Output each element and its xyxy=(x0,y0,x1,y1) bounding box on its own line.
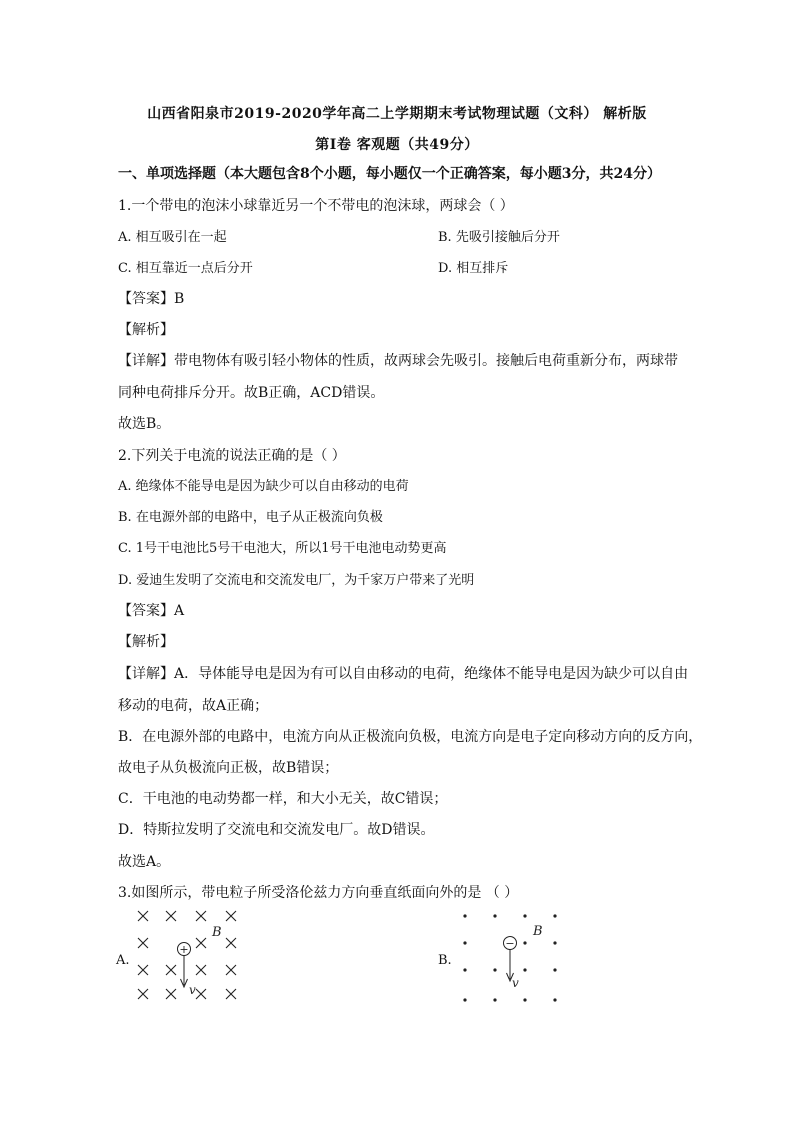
question-1-analysis-label: 【解析】 xyxy=(118,322,174,338)
question-3-option-a-label: A. xyxy=(116,953,130,968)
velocity-label: v xyxy=(512,976,519,990)
field-label: B xyxy=(533,924,543,939)
question-1-option-d: D. 相互排斥 xyxy=(438,261,509,276)
question-2-detail-line-4: 故电子从负极流向正极，故B错误； xyxy=(118,760,339,776)
question-1-conclusion: 故选B。 xyxy=(118,416,171,432)
velocity-label: v xyxy=(189,983,196,997)
question-1-option-b: B. 先吸引接触后分开 xyxy=(438,230,560,245)
question-2-detail-line-5: C．干电池的电动势都一样，和大小无关，故C错误； xyxy=(118,791,448,807)
question-2-detail-line-6: D．特斯拉发明了交流电和交流发电厂。故D错误。 xyxy=(118,822,435,838)
question-2-detail-line-1: 【详解】A．导体能导电是因为有可以自由移动的电荷，绝缘体不能导电是因为缺少可以自由 xyxy=(118,666,689,682)
question-2-stem: 2.下列关于电流的说法正确的是（ ） xyxy=(118,448,346,464)
question-2-option-d: D. 爱迪生发明了交流电和交流发电厂，为千家万户带来了光明 xyxy=(118,573,475,588)
question-3-stem: 3.如图所示，带电粒子所受洛伦兹力方向垂直纸面向外的是 （ ） xyxy=(118,885,519,901)
question-1-detail-line-2: 同种电荷排斥分开。故B正确，ACD错误。 xyxy=(118,385,385,401)
section-heading: 一、单项选择题（本大题包含8个小题，每小题仅一个正确答案，每小题3分，共24分） xyxy=(118,166,661,182)
question-2-detail-line-2: 移动的电荷，故A正确； xyxy=(118,698,269,714)
question-2-conclusion: 故选A。 xyxy=(118,854,171,870)
question-1-answer: 【答案】B xyxy=(118,291,185,307)
question-2-option-c: C. 1号干电池比5号干电池大，所以1号干电池电动势更高 xyxy=(118,541,447,556)
option-b-magnetic-field-diagram xyxy=(455,905,575,1010)
field-label: B xyxy=(212,925,222,940)
question-1-stem: 1.一个带电的泡沫小球靠近另一个不带电的泡沫球，两球会（ ） xyxy=(118,198,514,214)
question-2-option-a: A. 绝缘体不能导电是因为缺少可以自由移动的电荷 xyxy=(118,479,409,494)
question-2-option-b: B. 在电源外部的电路中，电子从正极流向负极 xyxy=(118,510,383,525)
question-2-detail-line-3: B．在电源外部的电路中，电流方向从正极流向负极，电流方向是电子定向移动方向的反方向， xyxy=(118,729,703,745)
option-a-magnetic-field-diagram xyxy=(130,905,250,1010)
question-2-answer: 【答案】A xyxy=(118,603,185,619)
charge-sign: + xyxy=(179,943,189,956)
question-2-analysis-label: 【解析】 xyxy=(118,634,174,650)
question-1-detail-line-1: 【详解】带电物体有吸引轻小物体的性质，故两球会先吸引。接触后电荷重新分布，两球带 xyxy=(118,353,678,369)
question-3-option-b-label: B. xyxy=(438,953,452,968)
question-1-option-c: C. 相互靠近一点后分开 xyxy=(118,261,253,276)
part-heading: 第Ⅰ卷 客观题（共49分） xyxy=(315,137,479,153)
charge-sign: − xyxy=(505,937,515,950)
document-title: 山西省阳泉市2019-2020学年高二上学期期末考试物理试题（文科） 解析版 xyxy=(147,106,647,122)
question-1-option-a: A. 相互吸引在一起 xyxy=(118,230,227,245)
